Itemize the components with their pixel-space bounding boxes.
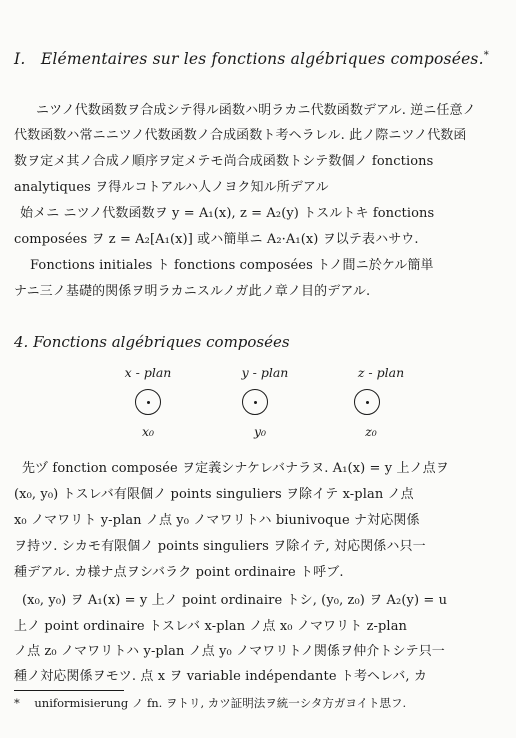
footnote-marker: * (483, 50, 489, 61)
paragraph-1-line-2: 代数函数ハ常ニニツノ代数函数ノ合成函数ト考ヘラレル. 此ノ際ニツノ代数函 (14, 128, 467, 143)
y-plane-circle (242, 389, 268, 415)
chapter-title: Elémentaires sur les fonctions algébriques composées. (40, 50, 484, 69)
z-plane-circle (354, 389, 380, 415)
y0-label: y₀ (253, 424, 267, 439)
footnote-divider (14, 690, 124, 691)
paragraph-4-line-2: 上ノ point ordinaire トスレバ x-plan ノ点 x₀ ノマワリト z-plan (14, 619, 408, 634)
footnote (14, 695, 406, 711)
x0-label: x₀ (141, 424, 155, 439)
paragraph-3-line-3: x₀ ノマワリト y-plan ノ点 y₀ ノマワリトハ biunivoque ナ対応関係 (14, 513, 420, 528)
footnote-text: uniformisierung ノ fn. ヲトリ, カツ証明法ヲ統一シタ方ガヨイト思フ. (34, 696, 407, 710)
y-plane-label: y - plan (241, 365, 289, 380)
chapter-heading (14, 50, 510, 68)
x-plane-circle (135, 389, 161, 415)
paragraph-4-line-4: 種ノ対応関係ヲモツ. 点 x ヲ variable indépendante ト考ヘレバ, カ (14, 669, 427, 684)
x-origin-point (147, 401, 150, 404)
paragraph-2-line-3: Fonctions initiales ト fonctions composées トノ間ニ於ケル簡単 (30, 258, 434, 273)
paragraph-3-line-4: ヲ持ツ. シカモ有限個ノ points singuliers ヲ除イテ, 対応関係ハ只一 (14, 539, 426, 554)
paragraph-4-line-3: ノ点 z₀ ノマワリトハ y-plan ノ点 y₀ ノマワリトノ関係ヲ仲介トシテ只一 (14, 644, 445, 659)
paragraph-1-line-3: 数ヲ定メ其ノ合成ノ順序ヲ定メテモ尚合成函数トシテ数個ノ fonctions (14, 154, 434, 169)
y-origin-point (254, 401, 257, 404)
paragraph-1-line-1: ニツノ代数函数ヲ合成シテ得ル函数ハ明ラカニ代数函数デアル. 逆ニ任意ノ (36, 103, 476, 118)
paragraph-1-line-4: analytiques ヲ得ルコトアルハ人ノヨク知ル所デアル (14, 180, 329, 195)
paragraph-2-line-1: 始メニ ニツノ代数函数ヲ y = A₁(x), z = A₂(y) トスルトキ fonctions (20, 206, 435, 221)
footnote-mark: * (14, 696, 20, 710)
x-plane-label: x - plan (124, 365, 172, 380)
z-origin-point (366, 401, 369, 404)
chapter-number: I. (14, 50, 26, 69)
z0-label: z₀ (365, 424, 377, 439)
paragraph-3-line-1: 先ヅ fonction composée ヲ定義シナケレバナラヌ. A₁(x) = y 上ノ点ヲ (22, 461, 449, 476)
paragraph-2-line-4: ナニ三ノ基礎的関係ヲ明ラカニスルノガ此ノ章ノ目的デアル. (14, 284, 371, 299)
paragraph-3-line-2: (x₀, y₀) トスレバ有限個ノ points singuliers ヲ除イテ x-plan ノ点 (14, 487, 414, 502)
paragraph-3-line-5: 種デアル. カ様ナ点ヲシバラク point ordinaire ト呼ブ. (14, 565, 344, 580)
paragraph-2-line-2: composées ヲ z = A₂[A₁(x)] 或ハ簡単ニ A₂·A₁(x) ヲ以テ表ハサウ. (14, 232, 419, 247)
paragraph-4-line-1: (x₀, y₀) ヲ A₁(x) = y 上ノ point ordinaire トシ, (y₀, z₀) ヲ A₂(y) = u (22, 593, 448, 608)
section-heading: 4. Fonctions algébriques composées (14, 333, 290, 351)
z-plane-label: z - plan (357, 365, 405, 380)
